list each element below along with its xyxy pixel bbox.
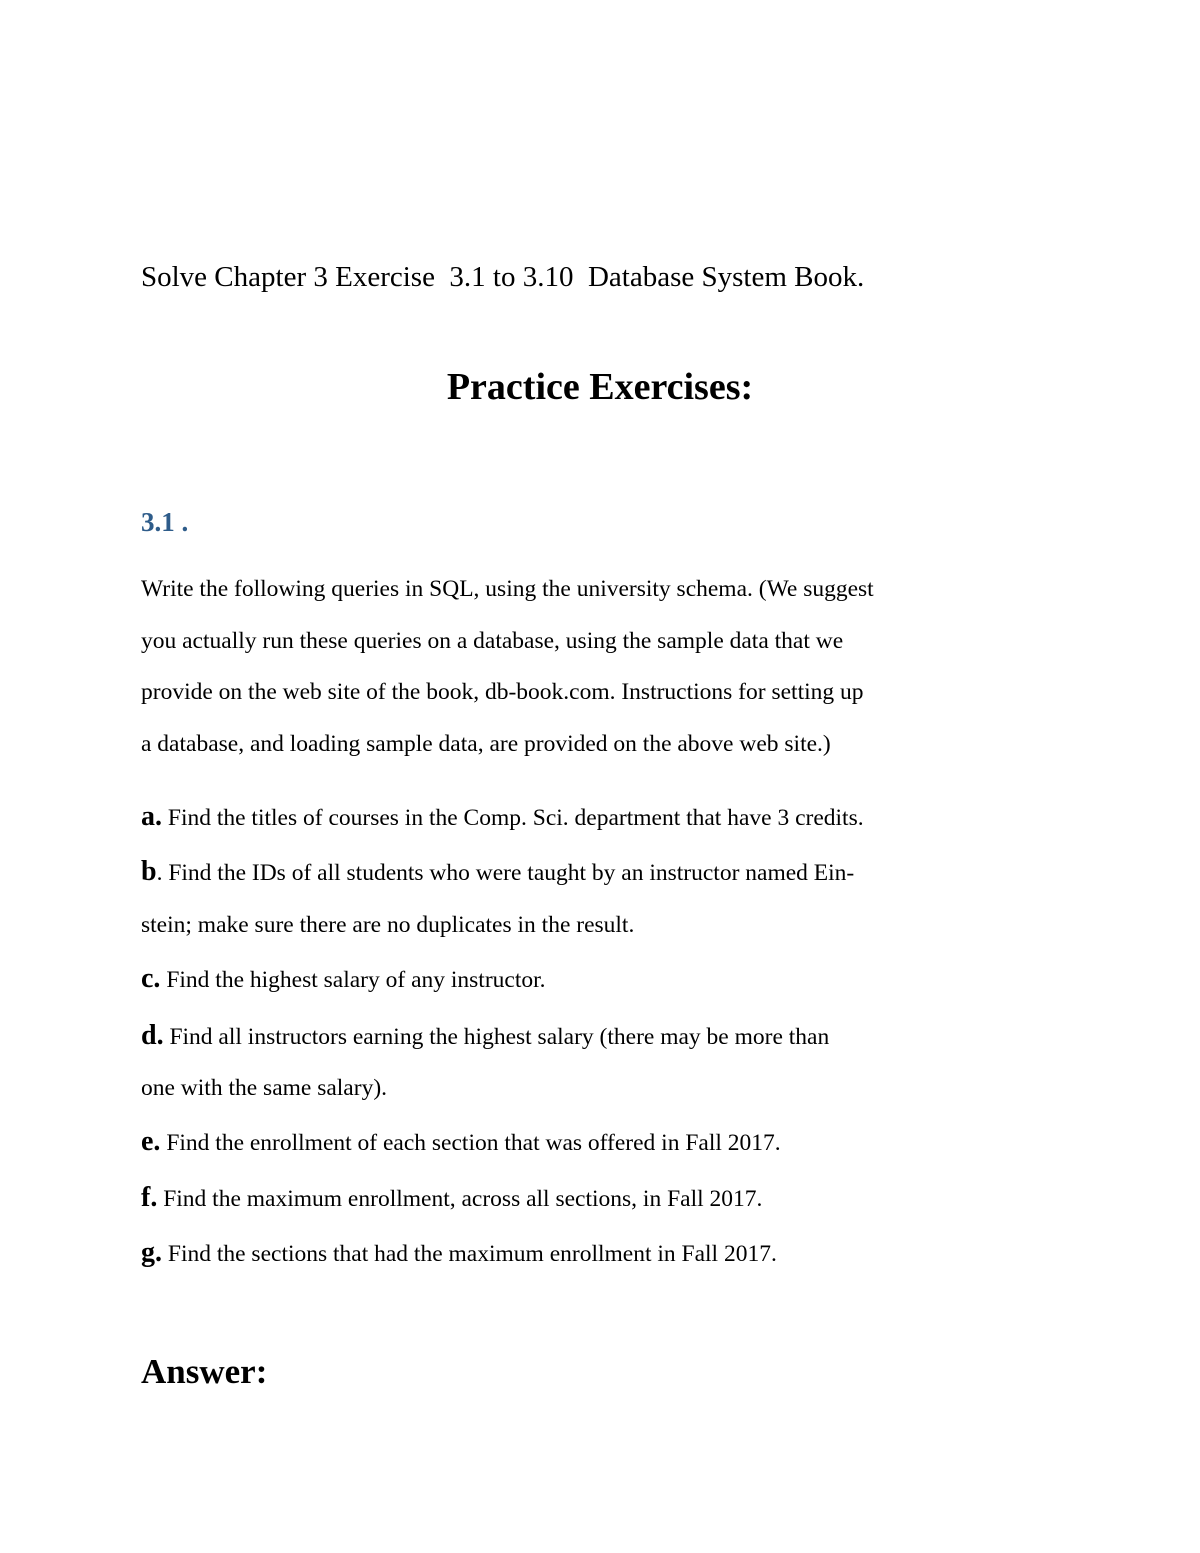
- question-item-b-continued: [141, 906, 634, 943]
- description-line: Write the following queries in SQL, using the university schema. (We suggest: [141, 576, 874, 602]
- description-line: provide on the web site of the book, db-book.com. Instructions for setting up: [141, 679, 864, 705]
- question-text: stein; make sure there are no duplicates in the result.: [141, 912, 635, 938]
- intro-line: Solve Chapter 3 Exercise 3.1 to 3.10 Database System Book.: [141, 261, 865, 293]
- question-letter: d.: [141, 1020, 164, 1051]
- question-text: Find the titles of courses in the Comp. Sci. department that have 3 credits.: [162, 805, 864, 831]
- practice-exercises-heading: Practice Exercises:: [446, 366, 754, 408]
- question-item-g: [141, 1235, 777, 1272]
- question-text: . Find the IDs of all students who were taught by an instructor named Ein-: [156, 860, 855, 886]
- question-item-f: [141, 1180, 762, 1217]
- exercise-description: [141, 564, 1041, 770]
- question-text: Find all instructors earning the highest salary (there may be more than: [163, 1024, 830, 1050]
- description-line: you actually run these queries on a database, using the sample data that we: [141, 627, 844, 654]
- question-item-e: [141, 1124, 781, 1161]
- question-letter: c.: [141, 963, 161, 994]
- question-item-d-continued: [141, 1069, 387, 1106]
- question-item-c: [141, 961, 546, 998]
- exercise-number: 3.1 .: [141, 507, 189, 537]
- question-item-d: [141, 1018, 829, 1055]
- question-text: Find the sections that had the maximum enrollment in Fall 2017.: [162, 1241, 777, 1267]
- question-letter: b: [141, 856, 157, 887]
- question-text: Find the highest salary of any instructor.: [160, 967, 546, 993]
- description-line: a database, and loading sample data, are provided on the above web site.): [141, 730, 831, 757]
- question-text: one with the same salary).: [141, 1075, 388, 1101]
- question-letter: a.: [141, 801, 162, 832]
- question-item-a: [141, 799, 864, 836]
- question-text: Find the maximum enrollment, across all sections, in Fall 2017.: [157, 1186, 763, 1212]
- question-letter: e.: [141, 1126, 161, 1157]
- question-letter: f.: [141, 1182, 158, 1213]
- question-letter: g.: [141, 1237, 162, 1268]
- answer-heading: Answer:: [141, 1352, 268, 1391]
- question-text: Find the enrollment of each section that was offered in Fall 2017.: [160, 1130, 781, 1156]
- question-item-b: [141, 854, 854, 891]
